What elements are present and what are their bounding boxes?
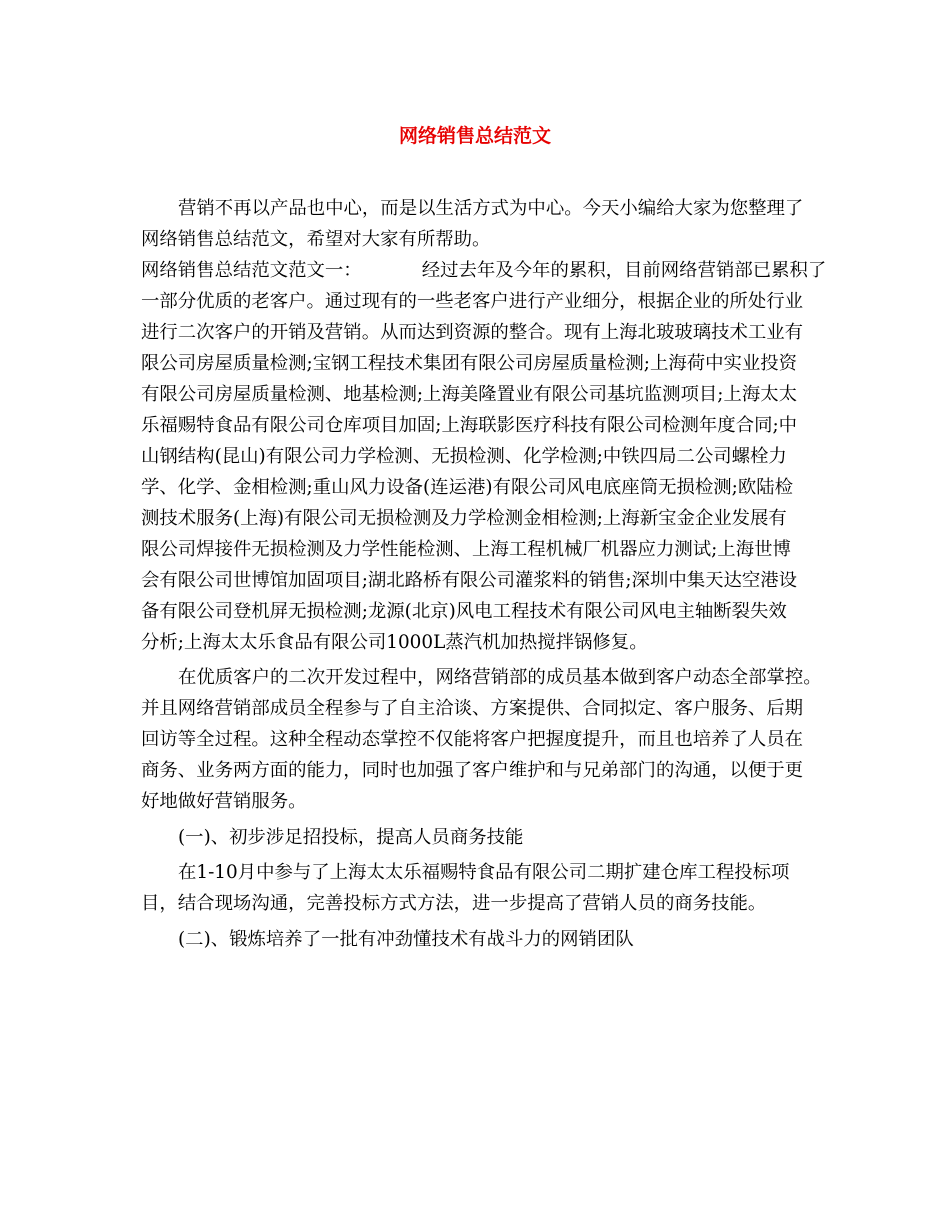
sample-heading-line	[141, 255, 827, 286]
paragraph1-line-5: 有限公司房屋质量检测、地基检测;上海美隆置业有限公司基坑监测项目;上海太太	[141, 384, 798, 405]
paragraph1-line-2: 一部分优质的老客户。通过现有的一些老客户进行产业细分，根据企业的所处行业	[141, 291, 804, 312]
paragraph1-line-9: 测技术服务(上海)有限公司无损检测及力学检测金相检测;上海新宝金企业发展有	[141, 508, 787, 529]
section1-line-2: 目，结合现场沟通，完善投标方式方法，进一步提高了营销人员的商务技能。	[141, 893, 767, 914]
paragraph2-line-4: 商务、业务两方面的能力，同时也加强了客户维护和与兄弟部门的沟通，以便于更	[141, 760, 804, 781]
paragraph2-line-3: 回访等全过程。这种全程动态掌控不仅能将客户把握度提升，而且也培养了人员在	[141, 729, 804, 750]
section1-line-1: 在1-10月中参与了上海太太乐福赐特食品有限公司二期扩建仓库工程投标项	[178, 862, 790, 883]
paragraph1-line-4: 限公司房屋质量检测;宝钢工程技术集团有限公司房屋质量检测;上海荷中实业投资	[141, 353, 798, 374]
paragraph2-line-1: 在优质客户的二次开发过程中，网络营销部的成员基本做到客户动态全部掌控。	[178, 667, 822, 688]
paragraph1-line-1: 经过去年及今年的累积，目前网络营销部已累积了	[421, 260, 827, 281]
paragraph2-line-2: 并且网络营销部成员全程参与了自主洽谈、方案提供、合同拟定、客户服务、后期	[141, 698, 804, 719]
section2-heading: (二)、锻炼培养了一批有冲劲懂技术有战斗力的网销团队	[178, 929, 634, 950]
sample-heading: 网络销售总结范文范文一：	[141, 260, 362, 281]
paragraph1-line-6: 乐福赐特食品有限公司仓库项目加固;上海联影医疗科技有限公司检测年度合同;中	[141, 415, 798, 436]
document-title: 网络销售总结范文	[398, 125, 551, 147]
section1-heading: (一)、初步涉足招投标，提高人员商务技能	[178, 827, 524, 848]
paragraph1-line-11: 会有限公司世博馆加固项目;湖北路桥有限公司灌浆料的销售;深圳中集天达空港设	[141, 570, 798, 591]
intro-line-1: 营销不再以产品也中心，而是以生活方式为中心。今天小编给大家为您整理了	[178, 198, 804, 219]
paragraph2-line-5: 好地做好营销服务。	[141, 791, 307, 812]
paragraph1-line-7: 山钢结构(昆山)有限公司力学检测、无损检测、化学检测;中铁四局二公司螺栓力	[141, 446, 787, 467]
paragraph1-line-10: 限公司焊接件无损检测及力学性能检测、上海工程机械厂机器应力测试;上海世博	[141, 539, 791, 560]
intro-line-2: 网络销售总结范文，希望对大家有所帮助。	[141, 229, 491, 250]
paragraph1-line-8: 学、化学、金相检测;重山风力设备(连运港)有限公司风电底座筒无损检测;欧陆检	[141, 477, 794, 498]
paragraph1-line-12: 备有限公司登机屏无损检测;龙源(北京)风电工程技术有限公司风电主轴断裂失效	[141, 601, 787, 622]
paragraph1-line-13: 分析;上海太太乐食品有限公司1000L蒸汽机加热搅拌锅修复。	[141, 632, 648, 653]
paragraph1-line-3: 进行二次客户的开销及营销。从而达到资源的整合。现有上海北玻玻璃技术工业有	[141, 322, 804, 343]
document-body	[141, 193, 827, 955]
